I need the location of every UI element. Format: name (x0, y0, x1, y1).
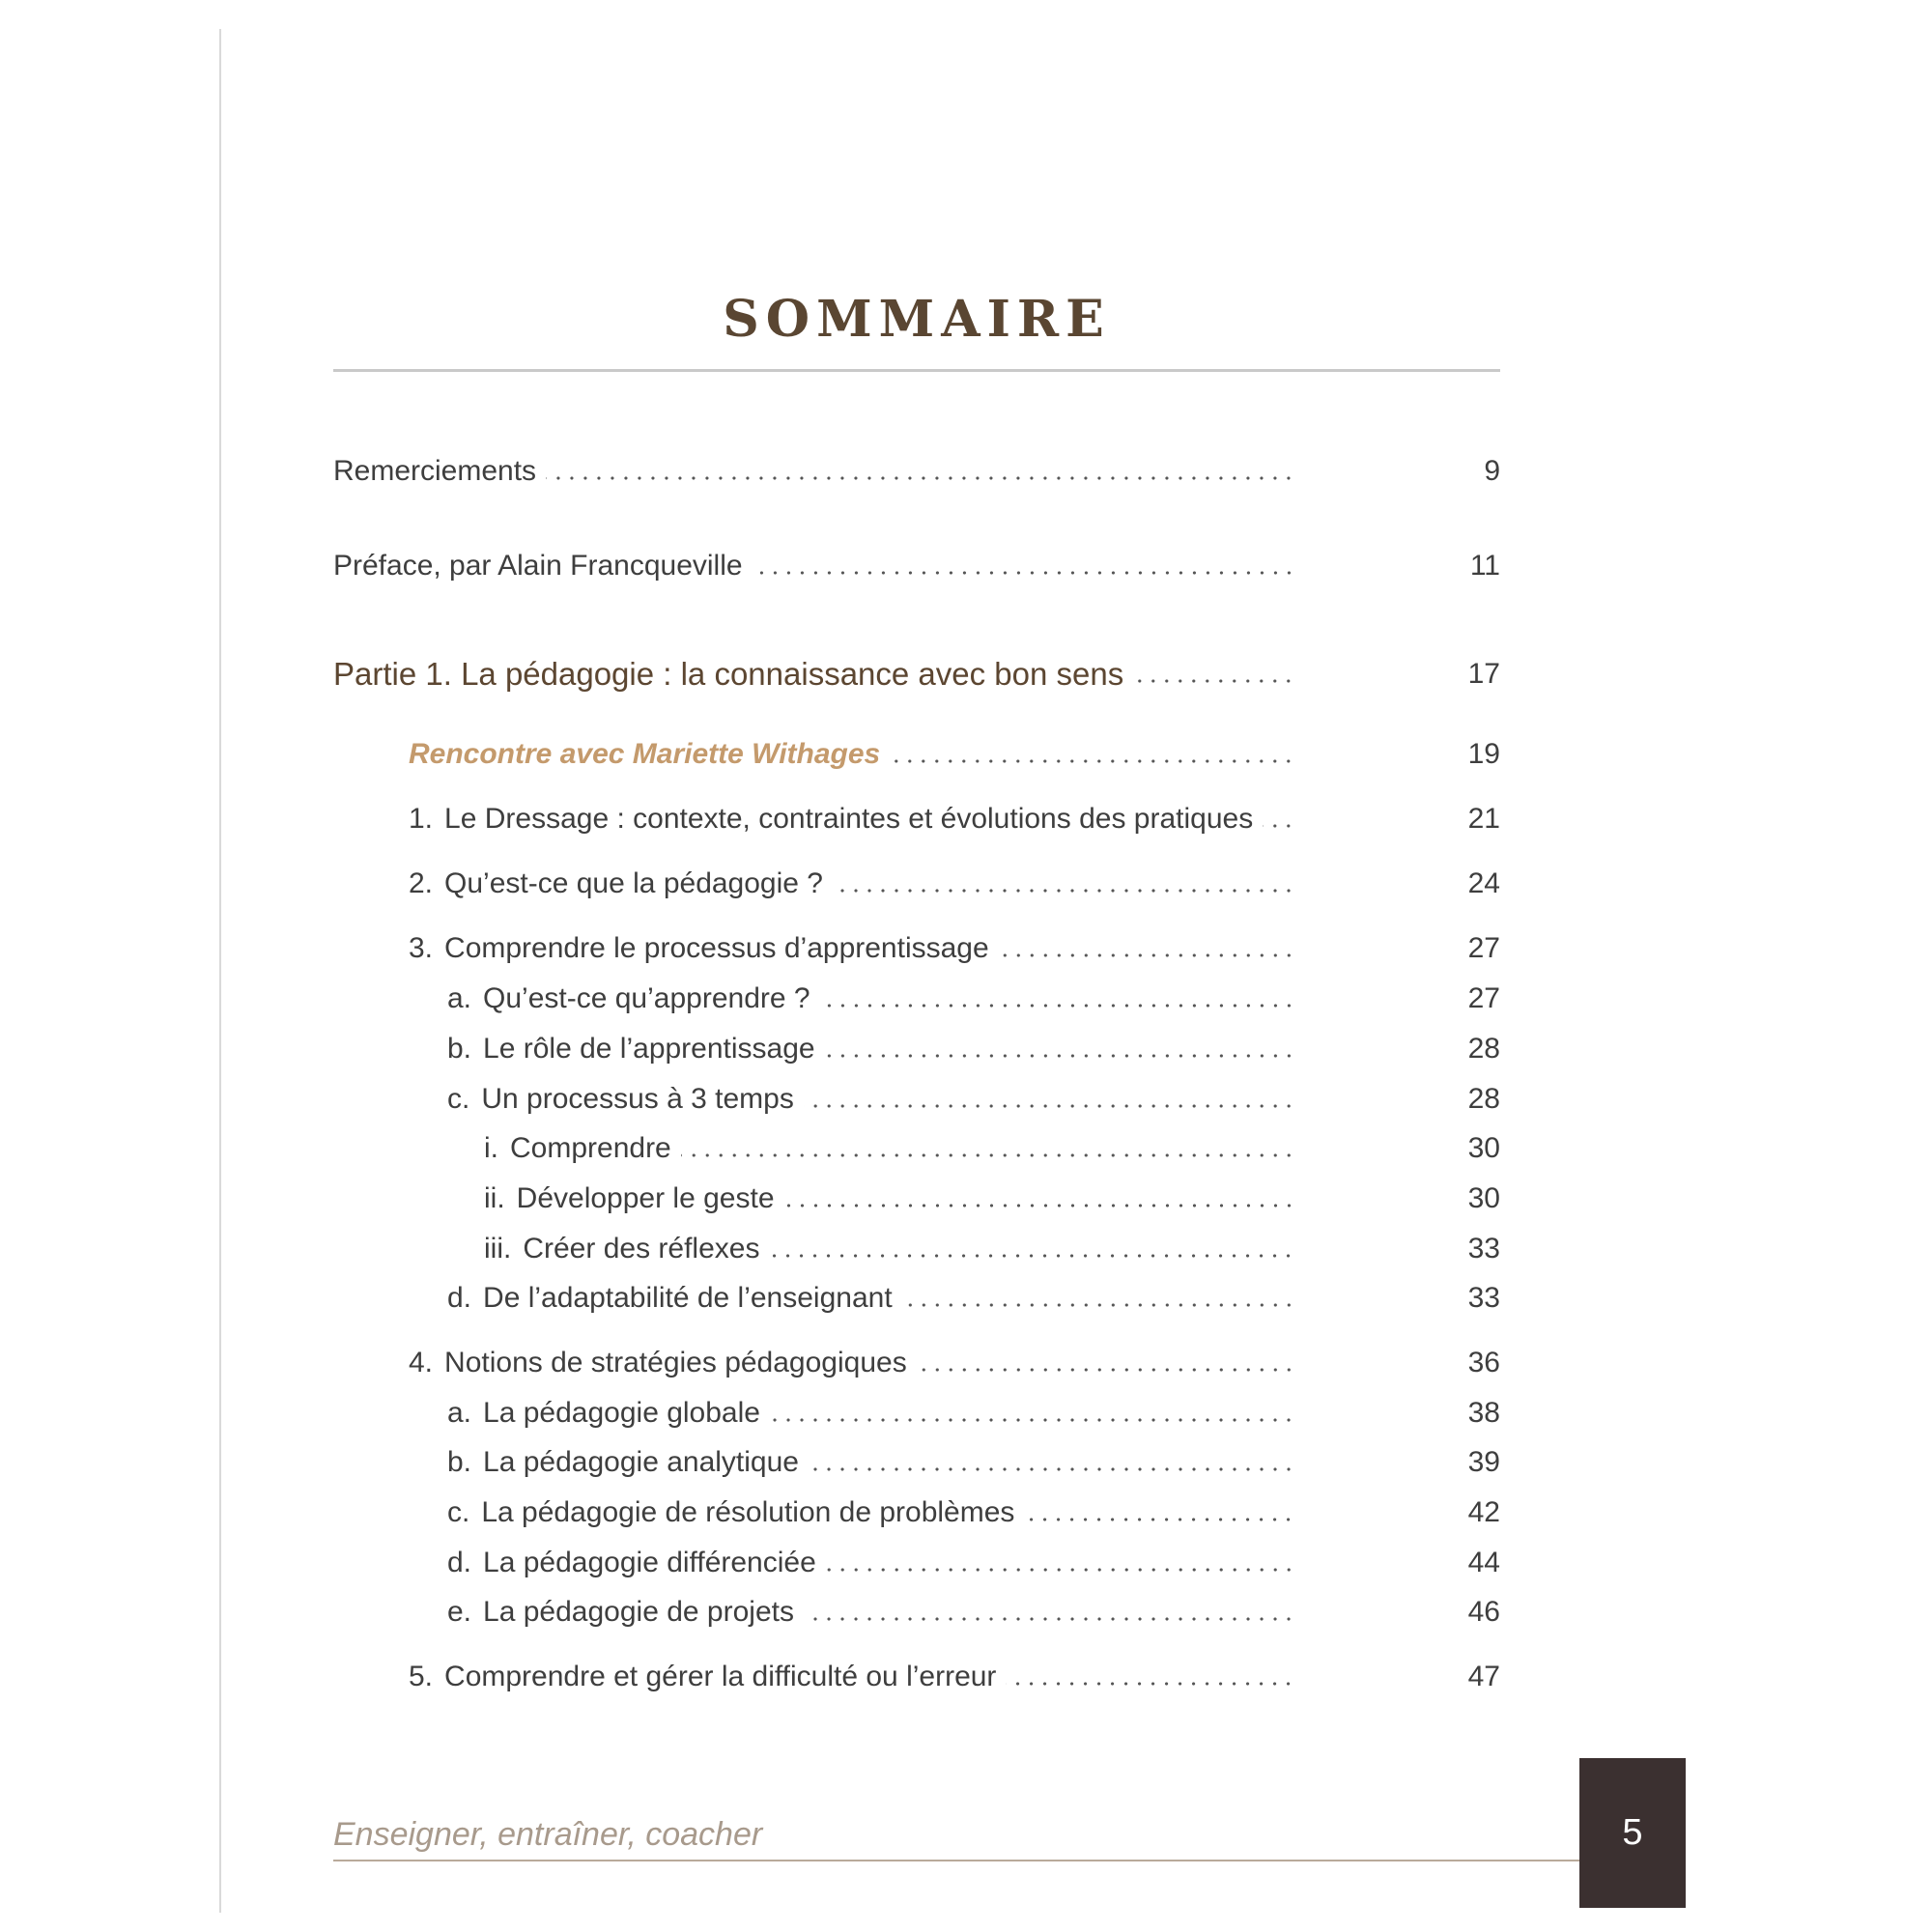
toc-entry-label (447, 1496, 1014, 1529)
toc-page-number: 30 (1467, 1182, 1500, 1214)
toc-entry-number: c. (447, 1496, 470, 1528)
dot-leader (833, 888, 1295, 894)
toc-entry-title: Qu’est-ce que la pédagogie ? (444, 867, 823, 899)
toc-page-number: 47 (1467, 1661, 1500, 1692)
toc-page-number: 33 (1467, 1282, 1500, 1314)
footer-book-title: Enseigner, entraîner, coacher (333, 1816, 763, 1853)
toc-entry-section-5[interactable] (333, 1653, 1500, 1701)
toc-entry-number: c. (447, 1083, 470, 1115)
footer-divider (333, 1860, 1579, 1861)
toc-entry-title: Comprendre (510, 1132, 671, 1164)
toc-entry-rencontre[interactable] (333, 730, 1500, 779)
toc-entry-section-3c-iii[interactable] (333, 1225, 1500, 1273)
toc-page-number: 33 (1467, 1233, 1500, 1264)
toc-page-number: 21 (1467, 803, 1500, 835)
toc-entry-title: La pédagogie analytique (483, 1446, 799, 1478)
toc-entry-label (447, 982, 810, 1015)
toc-page-number: 46 (1467, 1596, 1500, 1628)
toc-entry-label (409, 1347, 907, 1379)
toc-entry-title: Le Dressage : contexte, contraintes et évolutions des pratiques (444, 803, 1254, 835)
title-divider (333, 369, 1500, 372)
toc-entry-section-1[interactable] (333, 795, 1500, 843)
toc-page-number: 42 (1467, 1496, 1500, 1528)
toc-entry-label: Préface, par Alain Francqueville (333, 550, 743, 582)
dot-leader (769, 1253, 1295, 1259)
toc-entry-label (447, 1083, 794, 1116)
toc-entry-section-4c[interactable] (333, 1489, 1500, 1537)
dot-leader (890, 758, 1295, 764)
toc-entry-number: 2. (409, 867, 434, 899)
toc-entry-title: Qu’est-ce qu’apprendre ? (483, 982, 810, 1014)
toc-entry-section-4d[interactable] (333, 1539, 1500, 1587)
toc-entry-number: b. (447, 1446, 472, 1478)
toc-entry-title: La pédagogie globale (483, 1397, 760, 1429)
toc-entry-number: a. (447, 982, 472, 1014)
dot-leader (1024, 1517, 1295, 1522)
dot-leader (1006, 1681, 1295, 1687)
toc-entry-remerciements[interactable] (333, 447, 1500, 496)
toc-entry-section-3c[interactable] (333, 1075, 1500, 1123)
toc-entry-label (409, 803, 1253, 836)
toc-entry-section-4a[interactable] (333, 1389, 1500, 1437)
toc-entry-number: a. (447, 1397, 472, 1429)
dot-leader (826, 1567, 1295, 1573)
toc-entry-section-3d[interactable] (333, 1274, 1500, 1322)
dot-leader (804, 1103, 1295, 1109)
toc-page-number: 19 (1467, 738, 1500, 770)
toc-entry-number: iii. (484, 1233, 512, 1264)
toc-page-number: 28 (1467, 1033, 1500, 1065)
toc-entry-number: ii. (484, 1182, 505, 1214)
toc-entry-label (447, 1547, 816, 1579)
toc-entry-label (447, 1282, 893, 1315)
toc-entry-section-4[interactable] (333, 1339, 1500, 1387)
toc-entry-label: Remerciements (333, 455, 537, 487)
toc-page-number: 28 (1467, 1083, 1500, 1115)
dot-leader (902, 1302, 1295, 1308)
toc-entry-number: i. (484, 1132, 498, 1164)
toc-page-number: 9 (1484, 455, 1500, 487)
toc-entry-number: d. (447, 1282, 472, 1314)
dot-leader (681, 1152, 1295, 1158)
toc-page-number: 17 (1467, 658, 1500, 690)
dot-leader (1133, 678, 1295, 684)
dot-leader (804, 1616, 1295, 1622)
dot-leader (825, 1053, 1295, 1059)
toc-entry-title: La pédagogie différenciée (483, 1547, 816, 1578)
toc-entry-title: Développer le geste (516, 1182, 775, 1214)
toc-page-number: 27 (1467, 982, 1500, 1014)
toc-entry-label (409, 1661, 996, 1693)
dot-leader (820, 1003, 1295, 1009)
dot-leader (917, 1367, 1295, 1373)
toc-entry-number: 1. (409, 803, 434, 835)
toc-entry-label (447, 1596, 794, 1629)
toc-entry-label (447, 1446, 799, 1479)
toc-page-number: 30 (1467, 1132, 1500, 1164)
toc-entry-title: Comprendre le processus d’apprentissage (444, 932, 989, 964)
toc-entry-section-3c-ii[interactable] (333, 1175, 1500, 1223)
toc-entry-section-4e[interactable] (333, 1588, 1500, 1636)
toc-page-number: 24 (1467, 867, 1500, 899)
toc-page-number: 36 (1467, 1347, 1500, 1378)
dot-leader (809, 1466, 1295, 1472)
toc-entry-number: e. (447, 1596, 472, 1628)
dot-leader (784, 1203, 1295, 1208)
toc-entry-number: 5. (409, 1661, 434, 1692)
toc-entry-title: La pédagogie de résolution de problèmes (481, 1496, 1015, 1528)
toc-entry-number: d. (447, 1547, 472, 1578)
toc-entry-title: Comprendre et gérer la difficulté ou l’erreur (444, 1661, 997, 1692)
toc-entry-label (447, 1397, 760, 1430)
toc-entry-title: De l’adaptabilité de l’enseignant (483, 1282, 893, 1314)
toc-entry-number: b. (447, 1033, 472, 1065)
dot-leader (546, 475, 1295, 481)
toc-entry-section-4b[interactable] (333, 1438, 1500, 1487)
toc-entry-title: Notions de stratégies pédagogiques (444, 1347, 907, 1378)
toc-page-number: 27 (1467, 932, 1500, 964)
toc-entry-label (484, 1182, 775, 1215)
toc-page-number: 11 (1469, 550, 1500, 582)
dot-leader (999, 952, 1295, 958)
toc-part-label: Partie 1. La pédagogie : la connaissance avec bon sens (333, 656, 1124, 692)
toc-entry-section-3b[interactable] (333, 1025, 1500, 1073)
dot-leader (753, 570, 1295, 576)
toc-interview-label: Rencontre avec Mariette Withages (409, 738, 881, 770)
toc-entry-title: Un processus à 3 temps (481, 1083, 794, 1115)
toc-entry-partie-1[interactable] (333, 650, 1500, 698)
dot-leader (770, 1417, 1295, 1423)
toc-page-number: 38 (1467, 1397, 1500, 1429)
toc-entry-section-2[interactable] (333, 860, 1500, 908)
toc-entry-title: Créer des réflexes (523, 1233, 760, 1264)
page-edge (219, 29, 221, 1913)
toc-entry-label (409, 867, 823, 900)
toc-entry-title: La pédagogie de projets (483, 1596, 794, 1628)
toc-entry-title: Le rôle de l’apprentissage (483, 1033, 815, 1065)
toc-entry-section-3c-i[interactable] (333, 1124, 1500, 1173)
toc-entry-section-3a[interactable] (333, 975, 1500, 1023)
page-number-badge: 5 (1579, 1758, 1686, 1908)
toc-entry-number: 3. (409, 932, 434, 964)
dot-leader (1263, 823, 1295, 829)
toc-page-number: 39 (1467, 1446, 1500, 1478)
page-title: SOMMAIRE (723, 290, 1111, 349)
toc-entry-preface[interactable] (333, 542, 1500, 590)
toc-entry-label (409, 932, 989, 965)
toc-entry-label (447, 1033, 815, 1065)
toc-entry-section-3[interactable] (333, 924, 1500, 973)
toc-page-number: 44 (1467, 1547, 1500, 1578)
toc-entry-label (484, 1233, 759, 1265)
toc-entry-number: 4. (409, 1347, 434, 1378)
toc-entry-label (484, 1132, 671, 1165)
